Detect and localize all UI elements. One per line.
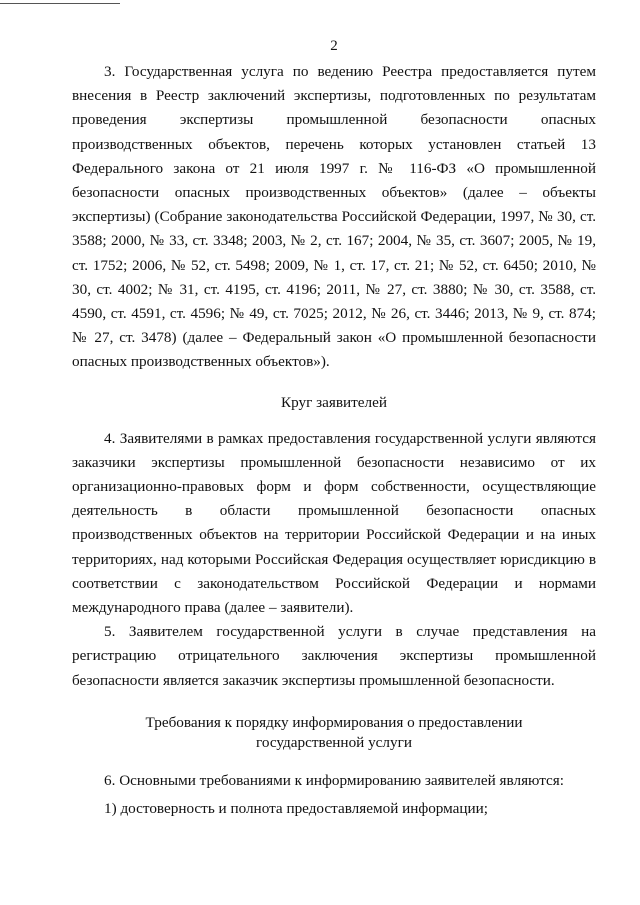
paragraph-4: 4. Заявителями в рамках предоставления государственной услуги являются заказчики экспертизы промышленной безопасности независимо от их организационно-правовых форм и форм собственности, осуществляющие деятельность в области промышленной безопасности опасных производственных объектов на территории Российской Федерации и на иных территориях, над которыми Российская Федерация осуществляет юрисдикцию в соответствии с законодательством Российской Федерации и нормами международного права (далее – заявители). [72, 429, 596, 617]
paragraph-6-item-1: 1) достоверность и полнота предоставляемой информации; [104, 800, 489, 818]
paragraph-6: 6. Основными требованиями к информированию заявителей являются: [104, 771, 564, 789]
document-page [72, 34, 596, 821]
paragraph-3: 3. Государственная услуга по ведению Реестра предоставляется путем внесения в Реестр заключений экспертизы, подготовленных по результатам проведения экспертизы промышленной безопасности опасных производственных объектов, перечень которых установлен статьей 13 Федерального закона от 21 июля 1997 г. № 116-ФЗ «О промышленной безопасности опасных производственных объектов» (далее – объекты экспертизы) (Собрание законодательства Российской Федерации, 1997, № 30, ст. 3588; 2000, № 33, ст. 3348; 2003, № 2, ст. 167; 2004, № 35, ст. 3607; 2005, № 19, ст. 1752; 2006, № 52, ст. 5498; 2009, № 1, ст. 17, ст. 21; № 52, ст. 6450; 2010, № 30, ст. 4002; № 31, ст. 4195, ст. 4196; 2011, № 27, ст. 3880; № 30, ст. 3588, ст. 4590, ст. 4591, ст. 4596; № 49, ст. 7025; 2012, № 26, ст. 3446; 2013, № 9, ст. 874; № 27, ст. 3478) (далее – Федеральный закон «О промышленной безопасности опасных производственных объектов»). [72, 63, 596, 371]
section-heading-requirements-line-2: государственной услуги [256, 733, 412, 751]
scan-edge-mark [0, 0, 120, 4]
section-heading-requirements-line-1: Требования к порядку информирования о предоставлении [145, 713, 523, 731]
page-number: 2 [330, 38, 338, 54]
paragraph-5: 5. Заявителем государственной услуги в случае представления на регистрацию отрицательного заключения экспертизы промышленной безопасности является заказчик экспертизы промышленной безопасности. [72, 623, 596, 689]
section-heading-requirements [72, 713, 596, 753]
section-heading-applicants: Круг заявителей [281, 393, 387, 411]
